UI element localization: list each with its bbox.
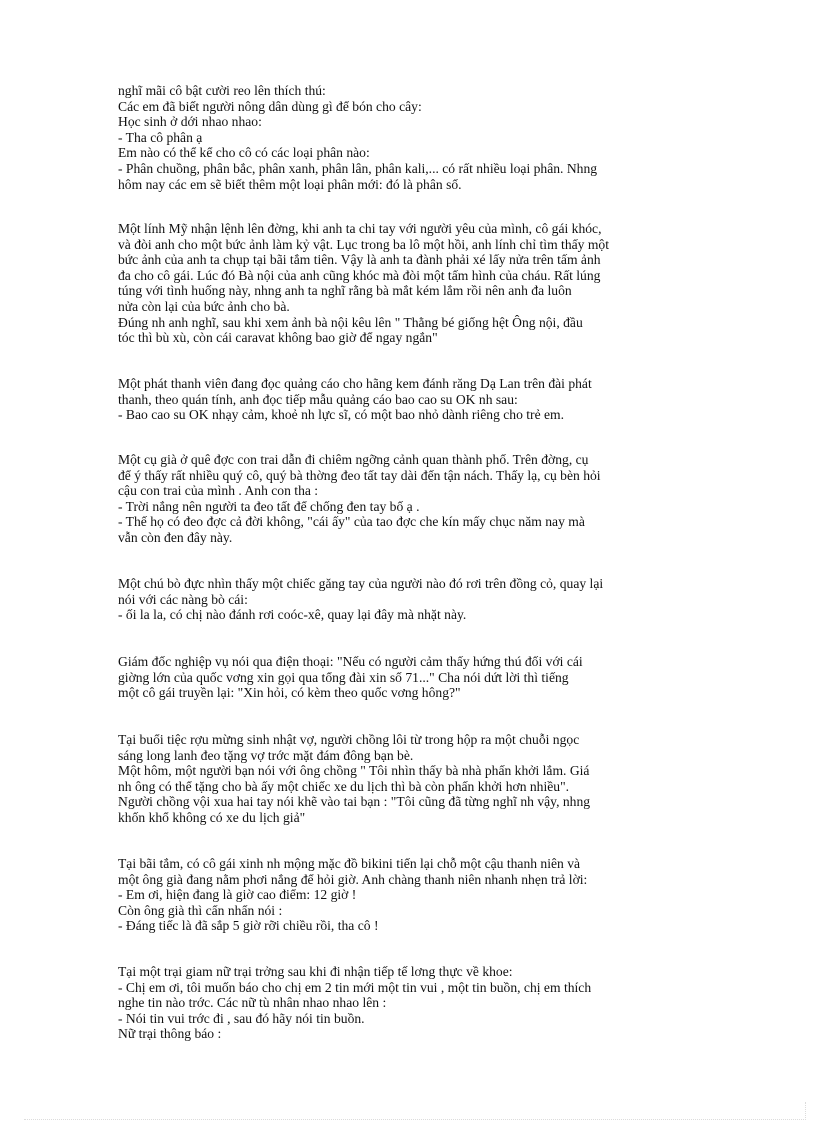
text-line: - Bao cao su OK nhạy cảm, khoẻ nh lực sĩ, có một bao nhỏ dành riêng cho trẻ em. [118, 407, 565, 423]
text-line: bức ảnh của anh ta chụp tại bãi tắm tiên. Vậy là anh ta đành phải xé lấy nửa trên tấm ảnh [118, 252, 601, 268]
paragraph-7 [118, 732, 700, 826]
text-line: cậu con trai của mình . Anh con tha : [118, 483, 319, 499]
text-line: nửa còn lại của bức ảnh cho bà. [118, 298, 290, 314]
text-line: Một hôm, một người bạn nói với ông chồng " Tôi nhìn thấy bà nhà phấn khởi lắm. Giá [118, 763, 590, 779]
text-line: khốn khổ không có xe du lịch giả" [118, 809, 306, 825]
paragraph-1 [118, 83, 700, 192]
text-line: Một phát thanh viên đang đọc quảng cáo cho hãng kem đánh răng Dạ Lan trên đài phát [118, 376, 592, 391]
text-line: nh ông có thể tặng cho bà ấy một chiếc xe du lịch thì bà còn phấn khởi hơn nhiều". [118, 778, 570, 794]
paragraph-9 [118, 964, 700, 1042]
text-line: - Em ơi, hiện đang là giờ cao điểm: 12 giờ ! [118, 887, 357, 903]
text-line: đa cho cô gái. Lúc đó Bà nội của anh cũng khóc mà đòi một tấm hình của cháu. Rất lúng [118, 267, 601, 283]
text-line: - Đáng tiếc là đã sắp 5 giờ rỡi chiều rồi, tha cô ! [118, 918, 379, 934]
text-line: thanh, theo quán tính, anh đọc tiếp mẫu quảng cáo bao cao su OK nh sau: [118, 391, 518, 407]
text-line: Em nào có thể kể cho cô có các loại phân nào: [118, 145, 370, 161]
text-line: - ối la la, có chị nào đánh rơi coóc-xê, quay lại đây mà nhặt này. [118, 607, 467, 623]
text-line: Các em đã biết người nông dân dùng gì để bón cho cây: [118, 98, 422, 114]
text-line: một ông già đang nằm phơi nắng để hỏi giờ. Anh chàng thanh niên nhanh nhẹn trả lời: [118, 871, 588, 887]
text-line: Học sinh ở dới nhao nhao: [118, 114, 262, 130]
paragraph-4 [118, 452, 700, 546]
paragraph-5 [118, 576, 700, 623]
page-corner-mark [805, 1102, 806, 1120]
text-line: một cô gái truyền lại: "Xin hỏi, có kèm theo quốc vơng hông?" [118, 685, 461, 701]
text-line: - Chị em ơi, tôi muốn báo cho chị em 2 tin mới một tin vui , một tin buồn, chị em thích [118, 979, 592, 995]
text-line: - Phân chuồng, phân bắc, phân xanh, phân lân, phân kali,... có rất nhiều loại phân. Nhng [118, 160, 598, 176]
text-line: tóc thì bù xù, còn cái caravat không bao giờ để ngay ngắn" [118, 330, 438, 346]
text-line: Tại buổi tiệc rợu mừng sinh nhật vợ, người chồng lôi từ trong hộp ra một chuỗi ngọc [118, 732, 580, 747]
text-line: Tại bãi tắm, có cô gái xinh nh mộng mặc đồ bikini tiến lại chỗ một cậu thanh niên và [118, 856, 581, 871]
text-line: nghe tin nào trớc. Các nữ tù nhân nhao nhao lên : [118, 995, 387, 1011]
text-line: để ý thấy rất nhiều quý cô, quý bà thờng đeo tất tay dài đến tận nách. Thấy lạ, cụ bèn hỏi [118, 467, 601, 483]
text-line: Một lính Mỹ nhận lệnh lên đờng, khi anh ta chi tay với người yêu của mình, cô gái khóc, [118, 221, 602, 236]
text-line: - Thế họ có đeo đợc cả đời không, "cái ấy" của tao đợc che kín mấy chục năm nay mà [118, 514, 585, 530]
text-line: Đúng nh anh nghĩ, sau khi xem ảnh bà nội kêu lên " Thằng bé giống hệt Ông nội, đầu [118, 314, 583, 330]
text-line: Tại một trại giam nữ trại trởng sau khi đi nhận tiếp tế lơng thực về khoe: [118, 964, 513, 979]
text-line: nói với các nàng bò cái: [118, 591, 248, 607]
text-line: Một chú bò đực nhìn thấy một chiếc găng tay của người nào đó rơi trên đồng cỏ, quay lại [118, 576, 604, 591]
text-line: túng với tình huống này, nhng anh ta nghĩ rằng bà mắt kém lắm rồi nên anh đa luôn [118, 283, 572, 299]
text-line: - Tha cô phân ạ [118, 129, 203, 145]
paragraph-3 [118, 376, 700, 423]
text-line: Một cụ già ở quê đợc con trai dẫn đi chiêm ngỡng cảnh quan thành phố. Trên đờng, cụ [118, 452, 589, 467]
text-line: giờng lớn của quốc vơng xin gọi qua tổng đài xin số 71..." Cha nói dứt lời thì tiếng [118, 669, 569, 685]
page-bottom-border [24, 1119, 806, 1120]
text-line: hôm nay các em sẽ biết thêm một loại phân mới: đó là phân số. [118, 176, 462, 192]
text-line: Nữ trại thông báo : [118, 1026, 222, 1042]
text-line: sáng long lanh đeo tặng vợ trớc mặt đám đông bạn bè. [118, 747, 414, 763]
text-line: Người chồng vội xua hai tay nói khẽ vào tai bạn : "Tôi cũng đã từng nghĩ nh vậy, nhng [118, 794, 591, 810]
text-line: nghĩ mãi cô bật cười reo lên thích thú: [118, 83, 326, 98]
text-line: - Trời nắng nên người ta đeo tất để chống đen tay bố ạ . [118, 498, 420, 514]
text-line: - Nói tin vui trớc đi , sau đó hãy nói tin buồn. [118, 1010, 365, 1026]
text-line: và đòi anh cho một bức ảnh làm kỷ vật. Lục trong ba lô một hồi, anh lính chỉ tìm thấy một [118, 236, 609, 252]
paragraph-2 [118, 221, 700, 346]
paragraph-8 [118, 856, 700, 934]
text-line: Giám đốc nghiệp vụ nói qua điện thoại: "Nếu có người cảm thấy hứng thú đối với cái [118, 654, 583, 669]
paragraph-6 [118, 654, 700, 701]
text-line: Còn ông già thì cẩn nhẩn nói : [118, 902, 283, 918]
text-line: vẫn còn đen đây này. [118, 529, 233, 545]
